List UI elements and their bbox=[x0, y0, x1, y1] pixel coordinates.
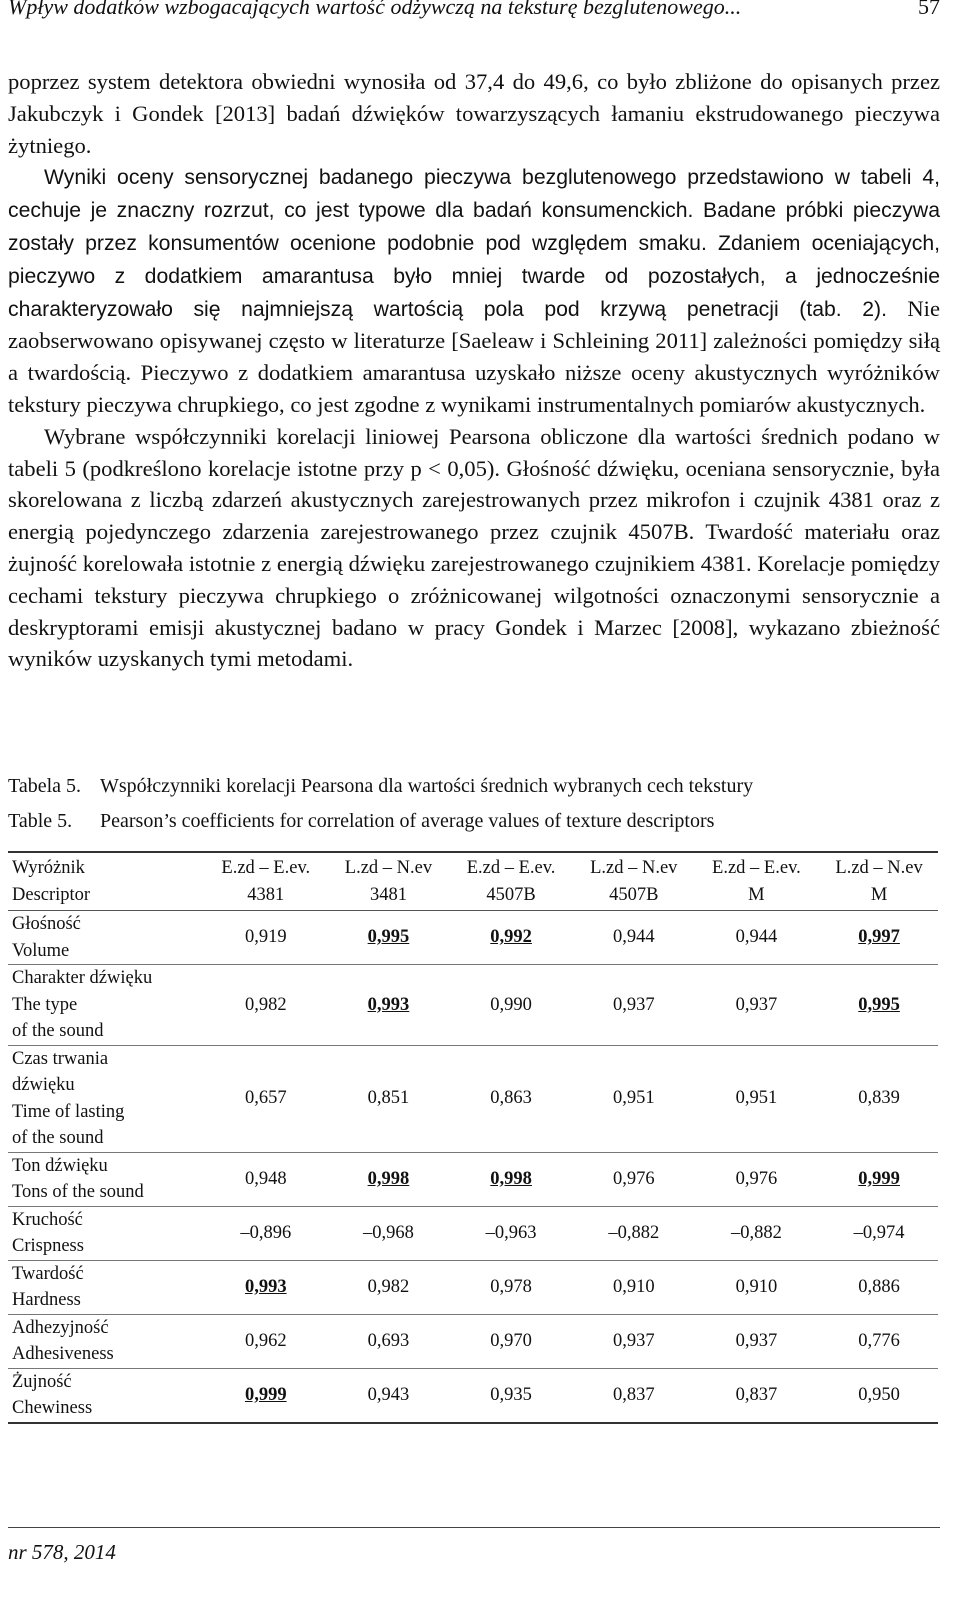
table-cell bbox=[326, 911, 448, 965]
cell-value: 0,993 bbox=[244, 1276, 287, 1297]
table-cell bbox=[816, 1152, 938, 1206]
cell-value: 0,937 bbox=[735, 1330, 778, 1351]
cell-value: 0,997 bbox=[858, 927, 900, 948]
footer-divider bbox=[8, 1527, 940, 1528]
table-cell bbox=[202, 1152, 326, 1206]
table-cell bbox=[571, 1260, 693, 1314]
table-cell bbox=[326, 1045, 448, 1152]
cell-value: 0,999 bbox=[858, 1168, 900, 1189]
row-label-line: Żujność bbox=[12, 1371, 72, 1392]
paragraph-2-sans-part: Wyniki oceny sensorycznej badanego pieczywa bezglutenowego przedstawiono w tabeli 4, cechuje je znaczny rozrzut, co jest typowe dla badań konsumenckich. Badane próbki pieczywa zostały przez konsumentów ocenione podobnie pod względem smaku. Zdaniem oceniających, pieczywo z dodatkiem amarantusa było mniej twarde od pozostałych, a jednocześnie charakteryzowało się najmniejszą wartością pola pod krzywą penetracji (tab. 2). bbox=[8, 166, 940, 321]
table-cell bbox=[571, 1045, 693, 1152]
table-cell bbox=[447, 1368, 571, 1423]
column-header-line: M bbox=[870, 884, 888, 905]
cell-value: 0,976 bbox=[612, 1168, 655, 1189]
column-header-4 bbox=[571, 852, 693, 911]
row-label bbox=[8, 1314, 202, 1368]
table-cell bbox=[202, 1368, 326, 1423]
cell-value: 0,970 bbox=[490, 1330, 532, 1351]
table-cell bbox=[571, 911, 693, 965]
row-label-line: Crispness bbox=[12, 1236, 84, 1256]
header-descriptor bbox=[8, 852, 202, 911]
table-row bbox=[8, 1314, 938, 1368]
row-label bbox=[8, 911, 202, 965]
column-header-line: E.zd – E.ev. bbox=[712, 858, 801, 878]
table-row bbox=[8, 1152, 938, 1206]
footer-issue: nr 578, 2014 bbox=[8, 1540, 116, 1564]
table-cell bbox=[571, 1152, 693, 1206]
column-header-6 bbox=[816, 852, 938, 911]
row-label-line: Time of lasting bbox=[12, 1101, 125, 1122]
correlation-table bbox=[8, 851, 938, 1424]
table-cell bbox=[816, 1368, 938, 1423]
cell-value: 0,935 bbox=[490, 1384, 532, 1405]
table-cell bbox=[571, 965, 693, 1046]
cell-value: 0,976 bbox=[735, 1168, 778, 1189]
cell-value: 0,937 bbox=[735, 994, 778, 1015]
column-header-line: 4507B bbox=[486, 884, 536, 905]
row-label-line: dźwięku bbox=[12, 1075, 75, 1095]
row-label-line: Kruchość bbox=[12, 1209, 83, 1230]
column-header-line: L.zd – N.ev bbox=[835, 858, 923, 878]
column-header-line: E.zd – E.ev. bbox=[466, 858, 556, 878]
table-cell bbox=[693, 1260, 817, 1314]
paragraph-2-serif-part: Nie zaobserwowano opisywanej często w literaturze [Saeleaw i Schleining 2011] zależności pomiędzy siłą a twardością. Pieczywo z dodatkiem amarantusa uzyskało niższe oceny akustycznych wyróżników tekstury pieczywa chrupkiego, co jest zgodne z wynikami instrumentalnych pomiarów akustycznych. bbox=[8, 295, 940, 417]
cell-value: 0,944 bbox=[735, 927, 778, 948]
cell-value: –0,968 bbox=[363, 1222, 414, 1243]
row-label-line: The type bbox=[12, 994, 78, 1015]
table-cell bbox=[571, 1206, 693, 1260]
paragraph-2 bbox=[8, 161, 940, 420]
table-row bbox=[8, 965, 938, 1046]
cell-value: 0,944 bbox=[612, 927, 655, 948]
row-label-line: Tons of the sound bbox=[12, 1182, 144, 1202]
caption-pl-label: Tabela 5. bbox=[8, 775, 82, 797]
caption-en-label: Table 5. bbox=[8, 810, 73, 832]
cell-value: –0,963 bbox=[485, 1222, 537, 1243]
cell-value: 0,863 bbox=[490, 1088, 532, 1109]
table-cell bbox=[816, 965, 938, 1046]
table-cell bbox=[571, 1314, 693, 1368]
cell-value: 0,910 bbox=[735, 1276, 778, 1297]
table-caption-pl bbox=[8, 773, 753, 799]
cell-value: 0,837 bbox=[612, 1384, 655, 1405]
table-cell bbox=[693, 1152, 817, 1206]
table-cell bbox=[447, 1314, 571, 1368]
cell-value: 0,886 bbox=[858, 1276, 900, 1297]
cell-value: 0,978 bbox=[490, 1276, 532, 1297]
caption-pl-text: Współczynniki korelacji Pearsona dla wartości średnich wybranych cech tekstury bbox=[100, 775, 754, 797]
cell-value: 0,982 bbox=[367, 1276, 410, 1297]
cell-value: –0,882 bbox=[608, 1222, 660, 1243]
row-label-line: Chewiness bbox=[12, 1398, 93, 1418]
cell-value: 0,951 bbox=[612, 1088, 655, 1109]
table-cell bbox=[816, 911, 938, 965]
column-header-line: M bbox=[748, 884, 765, 905]
table-cell bbox=[447, 1206, 571, 1260]
cell-value: 0,990 bbox=[490, 994, 532, 1015]
cell-value: 0,995 bbox=[367, 927, 410, 948]
row-label-line: of the sound bbox=[12, 1128, 104, 1148]
column-header-line: L.zd – N.ev bbox=[344, 858, 433, 878]
row-label bbox=[8, 1368, 202, 1423]
cell-value: 0,943 bbox=[367, 1384, 410, 1405]
table-cell bbox=[326, 1260, 448, 1314]
row-label-line: of the sound bbox=[12, 1021, 104, 1041]
column-header-line: 4381 bbox=[247, 884, 285, 905]
column-header-2 bbox=[326, 852, 448, 911]
cell-value: 0,657 bbox=[244, 1088, 287, 1109]
table-cell bbox=[816, 1045, 938, 1152]
row-label-line: Volume bbox=[12, 940, 70, 961]
cell-value: 0,951 bbox=[735, 1088, 778, 1109]
table-caption-en bbox=[8, 808, 714, 834]
table-cell bbox=[816, 1314, 938, 1368]
table-cell bbox=[326, 1314, 448, 1368]
cell-value: 0,839 bbox=[858, 1088, 900, 1109]
cell-value: 0,993 bbox=[367, 994, 410, 1015]
row-label-line: Adhezyjność bbox=[12, 1317, 109, 1338]
cell-value: 0,910 bbox=[612, 1276, 655, 1297]
table-cell bbox=[326, 965, 448, 1046]
column-header-line: 3481 bbox=[369, 884, 407, 905]
row-label-line: Twardość bbox=[12, 1263, 84, 1284]
paragraph-3: Wybrane współczynniki korelacji liniowej Pearsona obliczone dla wartości średnich podano w tabeli 5 (podkreślono korelacje istotne przy p < 0,05). Głośność dźwięku, oceniana sensorycznie, była skorelowana z liczbą zdarzeń akustycznych zarejestrowanych przez mikrofon i czujnik 4381 oraz z energią pojedynczego zdarzenia zarejestrowanego przez czujnik 4507B. Twardość materiału oraz żujność korelowała istotnie z energią dźwięku zarejestrowanego czujnikiem 4381. Korelacje pomiędzy cechami tekstury pieczywa chrupkiego o zróżnicowanej wilgotności oznaczonymi sensorycznie a deskryptorami emisji akustycznej badano w pracy Gondek i Marzec [2008], wykazano zbieżność wyników uzyskanych tymi metodami. bbox=[8, 423, 940, 672]
table-cell bbox=[202, 1314, 326, 1368]
column-header-line: E.zd – E.ev. bbox=[221, 858, 311, 878]
cell-value: 0,937 bbox=[612, 994, 655, 1015]
row-label bbox=[8, 965, 202, 1046]
table-cell bbox=[816, 1206, 938, 1260]
table-row bbox=[8, 1045, 938, 1152]
table-cell bbox=[571, 1368, 693, 1423]
cell-value: 0,962 bbox=[244, 1330, 287, 1351]
cell-value: 0,995 bbox=[858, 994, 900, 1015]
body-text bbox=[8, 66, 940, 675]
column-header-5 bbox=[693, 852, 817, 911]
row-label-line: Głośność bbox=[12, 914, 81, 934]
table-cell bbox=[693, 1045, 817, 1152]
table-cell bbox=[202, 1260, 326, 1314]
cell-value: 0,919 bbox=[244, 927, 287, 948]
row-label bbox=[8, 1260, 202, 1314]
cell-value: –0,896 bbox=[240, 1222, 292, 1243]
cell-value: 0,693 bbox=[367, 1330, 410, 1351]
table-cell bbox=[816, 1260, 938, 1314]
table-row bbox=[8, 1368, 938, 1423]
table-row bbox=[8, 1260, 938, 1314]
column-header-1 bbox=[202, 852, 326, 911]
column-header-3 bbox=[447, 852, 571, 911]
table-body bbox=[8, 911, 938, 1423]
table-row bbox=[8, 911, 938, 965]
row-label-line: Charakter dźwięku bbox=[12, 968, 153, 988]
header-descriptor-line: Wyróżnik bbox=[12, 858, 85, 878]
table-cell bbox=[693, 1314, 817, 1368]
table-cell bbox=[202, 965, 326, 1046]
row-label bbox=[8, 1152, 202, 1206]
cell-value: 0,776 bbox=[858, 1330, 900, 1351]
caption-en-text: Pearson’s coefficients for correlation of average values of texture descriptors bbox=[100, 810, 715, 832]
column-header-line: L.zd – N.ev bbox=[590, 858, 678, 878]
table-cell bbox=[326, 1152, 448, 1206]
row-label bbox=[8, 1206, 202, 1260]
table-cell bbox=[202, 911, 326, 965]
table-cell bbox=[326, 1206, 448, 1260]
cell-value: 0,998 bbox=[367, 1168, 410, 1189]
cell-value: 0,851 bbox=[367, 1088, 410, 1109]
cell-value: 0,950 bbox=[858, 1384, 900, 1405]
table-cell bbox=[447, 1260, 571, 1314]
row-label-line: Czas trwania bbox=[12, 1048, 109, 1069]
row-label bbox=[8, 1045, 202, 1152]
table-cell bbox=[693, 1368, 817, 1423]
header-descriptor-line: Descriptor bbox=[12, 884, 91, 905]
table-cell bbox=[693, 965, 817, 1046]
cell-value: 0,992 bbox=[490, 927, 532, 948]
running-header bbox=[8, 0, 940, 34]
table-cell bbox=[447, 1045, 571, 1152]
row-label-line: Adhesiveness bbox=[12, 1344, 114, 1364]
table-cell bbox=[447, 1152, 571, 1206]
table-cell bbox=[693, 911, 817, 965]
table-header-row bbox=[8, 852, 938, 911]
cell-value: 0,982 bbox=[244, 994, 287, 1015]
table-row bbox=[8, 1206, 938, 1260]
table-cell bbox=[202, 1045, 326, 1152]
table-cell bbox=[693, 1206, 817, 1260]
table-cell bbox=[326, 1368, 448, 1423]
cell-value: –0,974 bbox=[853, 1222, 905, 1243]
cell-value: 0,937 bbox=[612, 1330, 655, 1351]
row-label-line: Ton dźwięku bbox=[12, 1155, 108, 1176]
table-cell bbox=[202, 1206, 326, 1260]
table-cell bbox=[447, 965, 571, 1046]
column-header-line: 4507B bbox=[609, 884, 659, 905]
cell-value: 0,948 bbox=[244, 1168, 287, 1189]
cell-value: –0,882 bbox=[730, 1222, 782, 1243]
paragraph-1: poprzez system detektora obwiedni wynosiła od 37,4 do 49,6, co było zbliżone do opisanych przez Jakubczyk i Gondek [2013] badań dźwięków towarzyszących łamaniu ekstrudowanego pieczywa żytniego. bbox=[8, 69, 940, 158]
row-label-line: Hardness bbox=[12, 1290, 81, 1310]
running-title: Wpływ dodatków wzbogacających wartość odżywczą na teksturę bezglutenowego... bbox=[8, 0, 742, 19]
cell-value: 0,837 bbox=[735, 1384, 778, 1405]
cell-value: 0,998 bbox=[490, 1168, 532, 1189]
table-cell bbox=[447, 911, 571, 965]
cell-value: 0,999 bbox=[244, 1384, 287, 1405]
page-number: 57 bbox=[918, 0, 940, 19]
